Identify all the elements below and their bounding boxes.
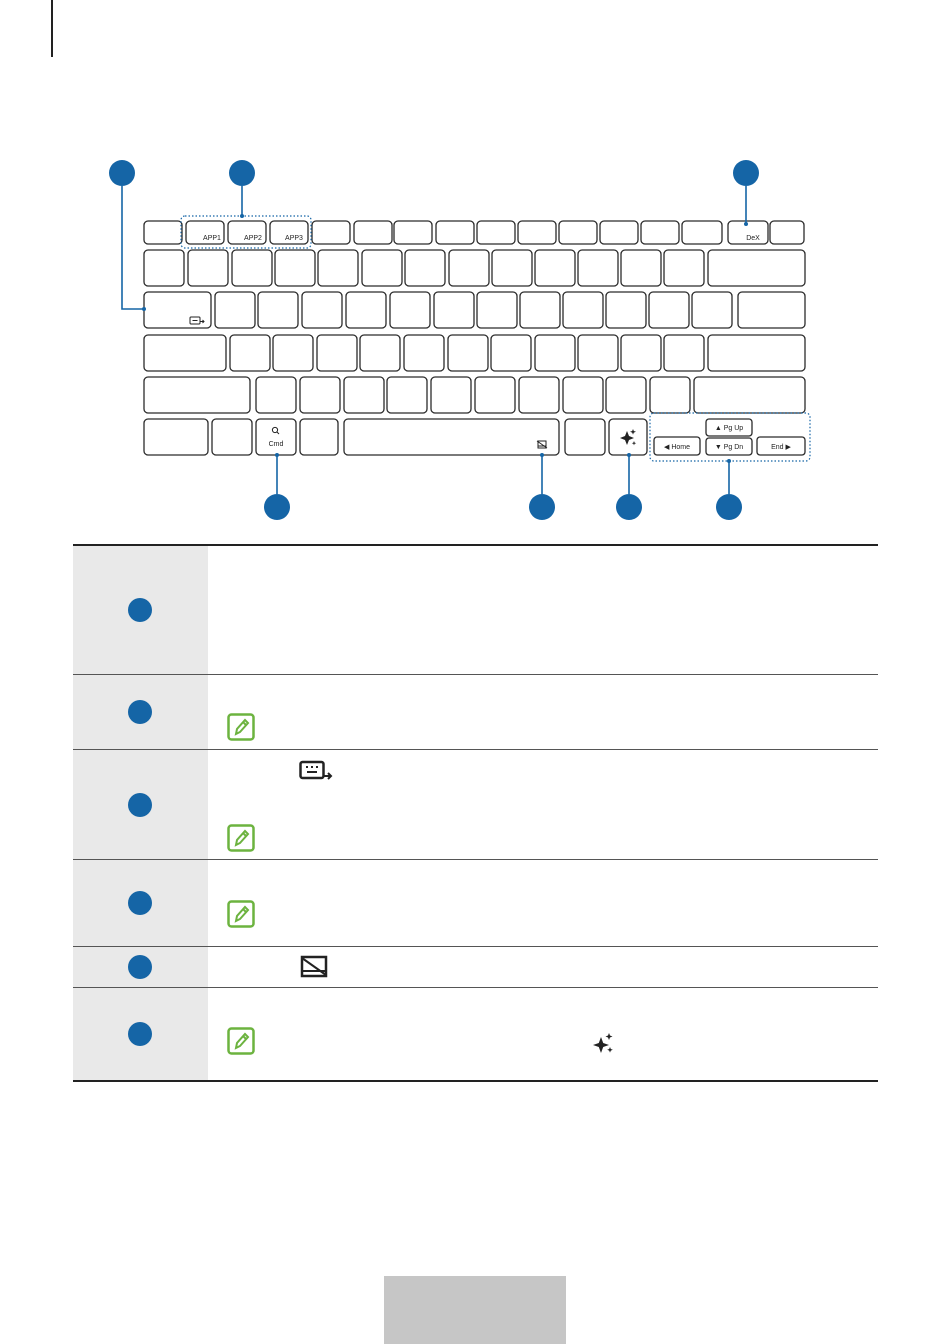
note-icon <box>227 713 255 741</box>
key-f <box>682 221 722 244</box>
table-row <box>73 988 878 1082</box>
app2-label: APP2 <box>244 235 262 242</box>
callout-anchor <box>142 307 146 311</box>
key-f <box>394 221 432 244</box>
key <box>535 250 575 286</box>
table-row <box>73 750 878 860</box>
key <box>273 335 313 371</box>
row-number-cell <box>73 988 208 1080</box>
key-ctrl <box>144 419 208 455</box>
key-left-shift <box>144 377 250 413</box>
row-number-badge <box>128 1022 152 1046</box>
callout-dot <box>733 160 759 186</box>
key-esc <box>144 221 182 244</box>
callout-dot <box>109 160 135 186</box>
key <box>390 292 430 328</box>
key-language-switch <box>144 292 211 328</box>
number-row <box>144 250 805 286</box>
tab-row <box>144 292 805 328</box>
key-alt-right <box>565 419 605 455</box>
callout-dot <box>229 160 255 186</box>
row-number-badge <box>128 793 152 817</box>
callout-dot <box>716 494 742 520</box>
key <box>664 335 704 371</box>
key-right-shift <box>694 377 805 413</box>
pgup-label: ▲ Pg Up <box>714 425 744 432</box>
key <box>300 377 340 413</box>
key-fn <box>212 419 252 455</box>
key-power <box>770 221 804 244</box>
key-f <box>354 221 392 244</box>
key-cmd <box>256 419 296 455</box>
key <box>475 377 515 413</box>
end-label: End ▶ <box>771 444 791 451</box>
key-f <box>518 221 556 244</box>
page-number-tab <box>384 1276 566 1344</box>
key <box>317 335 357 371</box>
touchpad-icon <box>300 955 328 979</box>
key <box>434 292 474 328</box>
key <box>188 250 228 286</box>
table-row <box>73 546 878 675</box>
key <box>275 250 315 286</box>
key <box>346 292 386 328</box>
keyboard-diagram <box>0 0 950 530</box>
callout-dot <box>616 494 642 520</box>
key <box>431 377 471 413</box>
callout-anchor <box>744 222 748 226</box>
key <box>215 292 255 328</box>
key <box>519 377 559 413</box>
key <box>448 335 488 371</box>
key-f <box>312 221 350 244</box>
key <box>318 250 358 286</box>
key <box>232 250 272 286</box>
ai-sparkle-icon <box>592 1032 616 1056</box>
key <box>387 377 427 413</box>
home-label: ◀ Home <box>663 444 691 451</box>
key-space <box>344 419 559 455</box>
key <box>563 377 603 413</box>
key <box>578 335 618 371</box>
callout-anchor <box>275 453 279 457</box>
row-number-badge <box>128 955 152 979</box>
bottom-row <box>144 419 805 455</box>
key-f <box>477 221 515 244</box>
key <box>449 250 489 286</box>
row-number-cell <box>73 860 208 946</box>
function-row <box>144 221 804 244</box>
key-enter <box>708 335 805 371</box>
key-f <box>559 221 597 244</box>
row-number-badge <box>128 891 152 915</box>
key-caps <box>144 335 226 371</box>
table-row <box>73 860 878 947</box>
key <box>256 377 296 413</box>
row-number-badge <box>128 700 152 724</box>
key <box>492 250 532 286</box>
key <box>692 292 732 328</box>
key <box>302 292 342 328</box>
keyboard-switch-icon <box>299 760 333 782</box>
key <box>563 292 603 328</box>
app3-label: APP3 <box>285 235 303 242</box>
key <box>606 377 646 413</box>
callout-dot <box>529 494 555 520</box>
row-number-cell <box>73 675 208 749</box>
callout-leader <box>122 186 144 309</box>
note-icon <box>227 824 255 852</box>
cmd-label: Cmd <box>268 441 284 448</box>
key-f <box>436 221 474 244</box>
key-f <box>641 221 679 244</box>
key-alt <box>300 419 338 455</box>
pgdn-label: ▼ Pg Dn <box>714 444 744 451</box>
callout-anchor <box>240 214 244 218</box>
row-number-cell <box>73 750 208 859</box>
key <box>621 335 661 371</box>
shift-row <box>144 377 805 413</box>
home-row <box>144 335 805 371</box>
note-icon <box>227 900 255 928</box>
key <box>360 335 400 371</box>
app1-label: APP1 <box>203 235 221 242</box>
key <box>578 250 618 286</box>
key <box>230 335 270 371</box>
row-number-cell <box>73 546 208 674</box>
key <box>621 250 661 286</box>
key <box>650 377 690 413</box>
dex-label: DeX <box>746 235 760 242</box>
key-backslash <box>738 292 805 328</box>
row-number-badge <box>128 598 152 622</box>
key <box>477 292 517 328</box>
key-backspace <box>708 250 805 286</box>
table-row <box>73 947 878 988</box>
callout-anchor <box>727 459 731 463</box>
key-description-table <box>73 544 878 1082</box>
key <box>606 292 646 328</box>
key <box>649 292 689 328</box>
key <box>404 335 444 371</box>
key <box>520 292 560 328</box>
key-f <box>600 221 638 244</box>
key <box>535 335 575 371</box>
key <box>664 250 704 286</box>
row-number-cell <box>73 947 208 987</box>
table-row <box>73 675 878 750</box>
callout-dot <box>264 494 290 520</box>
callout-anchor <box>627 453 631 457</box>
key <box>344 377 384 413</box>
key <box>362 250 402 286</box>
key <box>144 250 184 286</box>
note-icon <box>227 1027 255 1055</box>
key <box>491 335 531 371</box>
key <box>258 292 298 328</box>
key <box>405 250 445 286</box>
callout-anchor <box>540 453 544 457</box>
